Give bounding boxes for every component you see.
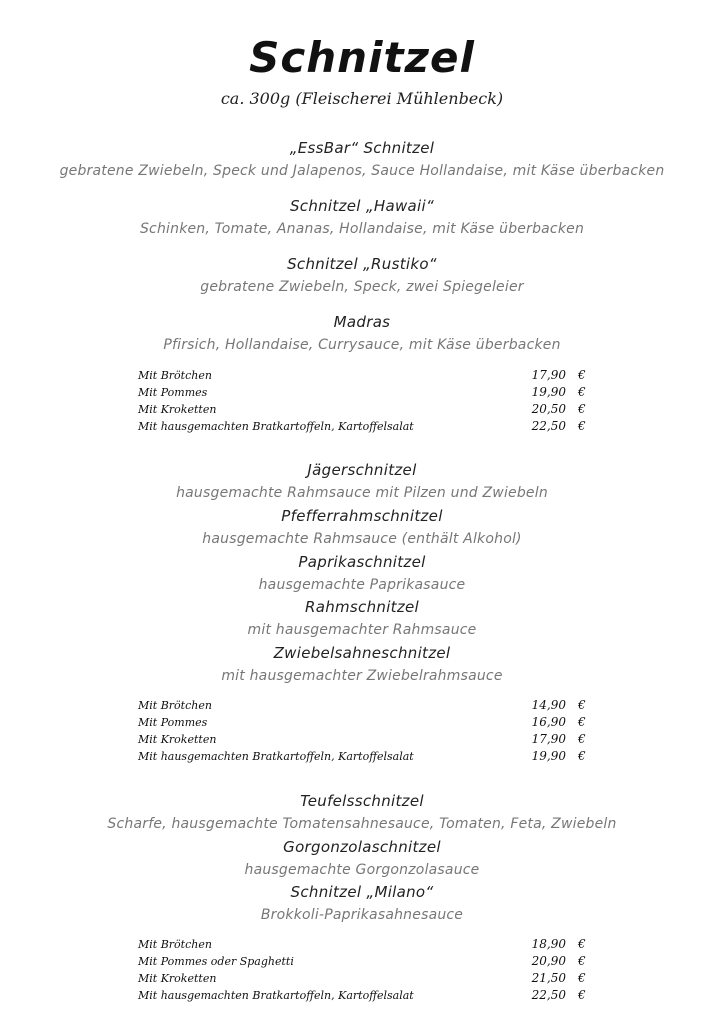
dish-description: Pfirsich, Hollandaise, Currysauce, mit Käse überbacken: [163, 337, 561, 353]
price-label: Mit Brötchen: [138, 369, 212, 382]
dish-name: Gorgonzolaschnitzel: [283, 838, 441, 856]
price-label: Mit Brötchen: [138, 699, 212, 712]
dish-name: Schnitzel „Rustiko“: [287, 255, 437, 273]
price-currency: €: [578, 368, 586, 382]
dish-description: mit hausgemachter Zwiebelrahmsauce: [221, 668, 503, 684]
price-currency: €: [578, 698, 586, 712]
price-row: [138, 936, 598, 953]
price-label: Mit Pommes: [138, 386, 208, 399]
dish-name: Rahmschnitzel: [304, 598, 420, 616]
dish-description: hausgemachte Paprikasauce: [258, 577, 466, 593]
dish-description: hausgemachte Rahmsauce (enthält Alkohol): [202, 531, 522, 547]
dish-name: Teufelsschnitzel: [300, 792, 424, 810]
dish-description: gebratene Zwiebeln, Speck und Jalapenos, Sauce Hollandaise, mit Käse überbacken: [59, 163, 665, 179]
price-value: 17,90: [531, 368, 566, 382]
price-label: Mit hausgemachten Bratkartoffeln, Kartoffelsalat: [138, 750, 414, 763]
price-value: 21,50: [531, 971, 566, 985]
price-value: 16,90: [531, 715, 566, 729]
price-value: 22,50: [531, 419, 566, 433]
price-row: [138, 714, 598, 731]
price-value: 14,90: [531, 698, 566, 712]
price-currency: €: [578, 385, 586, 399]
dish-name: Paprikaschnitzel: [298, 553, 426, 571]
price-label: Mit Pommes oder Spaghetti: [138, 955, 294, 968]
price-list: [138, 936, 598, 1004]
price-value: 20,90: [531, 954, 566, 968]
price-currency: €: [578, 971, 586, 985]
price-row: [138, 384, 598, 401]
price-row: [138, 418, 598, 435]
dish-description: gebratene Zwiebeln, Speck, zwei Spiegeleier: [200, 279, 524, 295]
price-currency: €: [578, 419, 586, 433]
dish-name: Madras: [333, 313, 391, 331]
price-currency: €: [578, 402, 586, 416]
price-label: Mit hausgemachten Bratkartoffeln, Kartoffelsalat: [138, 989, 414, 1002]
price-row: [138, 401, 598, 418]
dish-name: Pfefferrahmschnitzel: [281, 507, 443, 525]
dish-name: „EssBar“ Schnitzel: [289, 139, 435, 157]
price-label: Mit Kroketten: [138, 972, 217, 985]
price-value: 22,50: [531, 988, 566, 1002]
price-currency: €: [578, 715, 586, 729]
dish-description: Schinken, Tomate, Ananas, Hollandaise, mit Käse überbacken: [139, 221, 585, 237]
dish-description: Brokkoli-Paprikasahnesauce: [260, 907, 464, 923]
price-value: 19,90: [531, 749, 566, 763]
price-value: 20,50: [531, 402, 566, 416]
price-label: Mit Brötchen: [138, 938, 212, 951]
dish-description: hausgemachte Gorgonzolasauce: [244, 862, 480, 878]
price-row: [138, 748, 598, 765]
price-list: [138, 367, 598, 435]
page-subtitle: ca. 300g (Fleischerei Mühlenbeck): [220, 89, 504, 108]
price-value: 17,90: [531, 732, 566, 746]
price-row: [138, 731, 598, 748]
price-value: 19,90: [531, 385, 566, 399]
price-label: Mit hausgemachten Bratkartoffeln, Kartoffelsalat: [138, 420, 414, 433]
price-row: [138, 987, 598, 1004]
price-currency: €: [578, 749, 586, 763]
price-currency: €: [578, 954, 586, 968]
price-label: Mit Kroketten: [138, 733, 217, 746]
price-currency: €: [578, 732, 586, 746]
dish-description: hausgemachte Rahmsauce mit Pilzen und Zwiebeln: [176, 485, 548, 501]
price-row: [138, 970, 598, 987]
dish-name: Schnitzel „Milano“: [290, 883, 434, 901]
price-currency: €: [578, 988, 586, 1002]
price-label: Mit Kroketten: [138, 403, 217, 416]
page-title: Schnitzel: [249, 33, 475, 82]
dish-name: Jägerschnitzel: [307, 461, 417, 479]
price-row: [138, 697, 598, 714]
price-label: Mit Pommes: [138, 716, 208, 729]
price-currency: €: [578, 937, 586, 951]
dish-description: mit hausgemachter Rahmsauce: [247, 622, 477, 638]
dish-description: Scharfe, hausgemachte Tomatensahnesauce, Tomaten, Feta, Zwiebeln: [107, 816, 617, 832]
price-row: [138, 367, 598, 384]
price-list: [138, 697, 598, 765]
dish-name: Schnitzel „Hawaii“: [289, 197, 435, 215]
price-row: [138, 953, 598, 970]
dish-name: Zwiebelsahneschnitzel: [273, 644, 451, 662]
price-value: 18,90: [531, 937, 566, 951]
